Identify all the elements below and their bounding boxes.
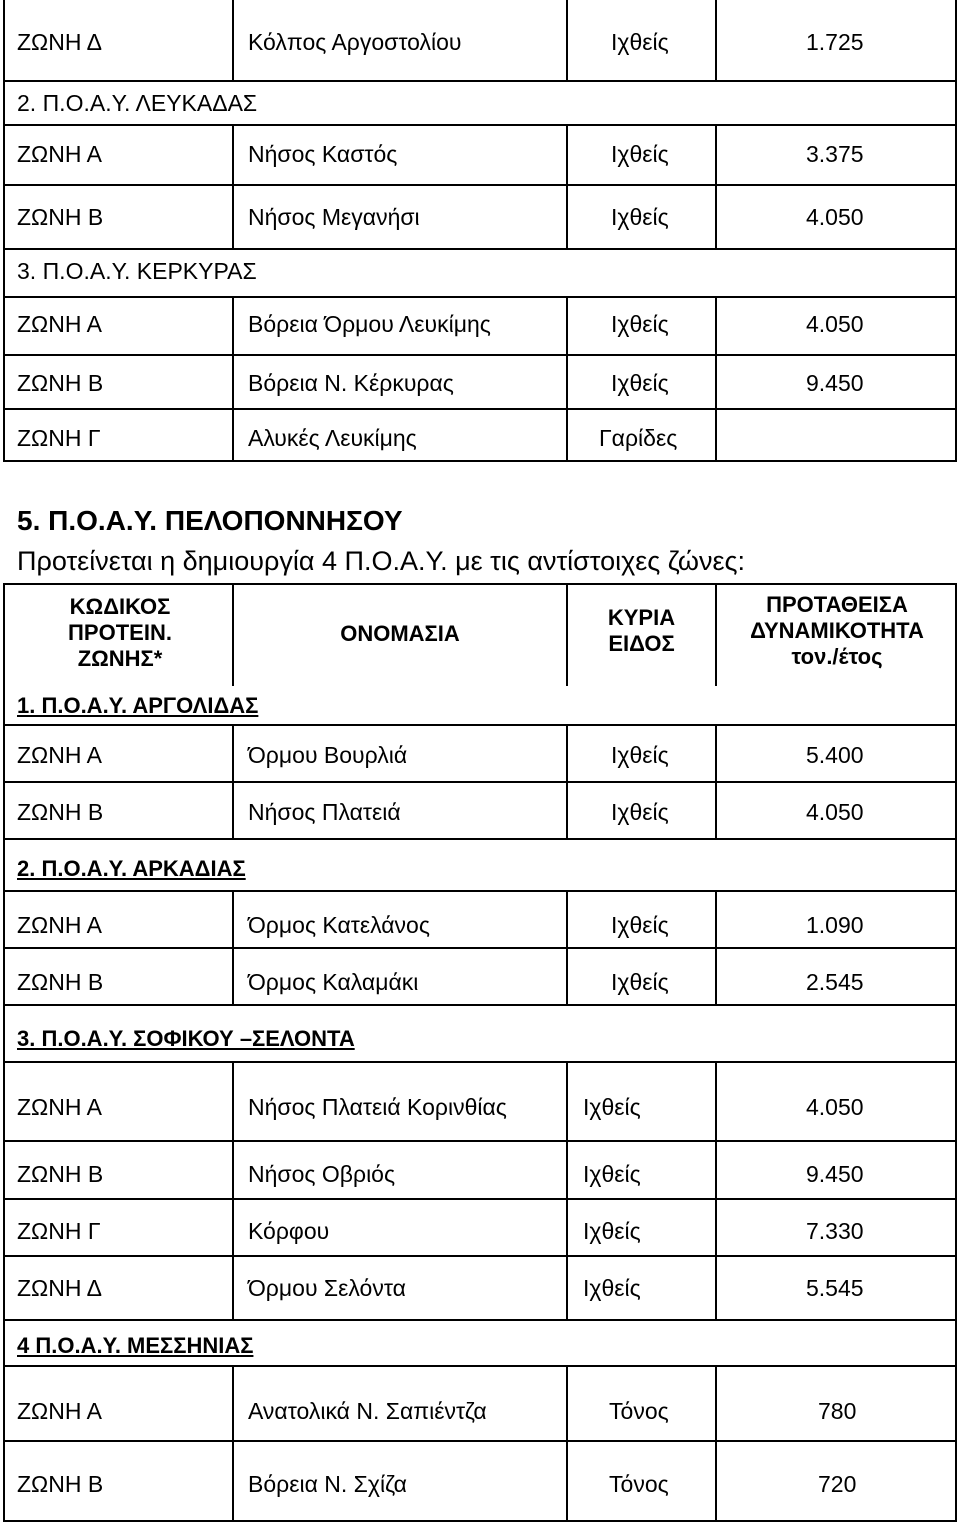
capacity-cell: 780 (818, 1398, 857, 1424)
capacity-cell: 7.330 (806, 1218, 864, 1244)
species-cell: Ιχθείς (611, 370, 669, 396)
col-divider (566, 124, 568, 248)
row-divider (3, 781, 957, 783)
header-code-line: ΠΡΟΤΕΙΝ. (68, 620, 172, 645)
species-cell: Ιχθείς (583, 1161, 641, 1187)
zone-cell: ΖΩΝΗ Δ (17, 29, 102, 55)
row-divider (3, 124, 957, 126)
col-divider (232, 1365, 234, 1522)
capacity-cell: 9.450 (806, 1161, 864, 1187)
zone-cell: ΖΩΝΗ Β (17, 204, 104, 230)
col-divider (715, 296, 717, 462)
name-cell: Βόρεια Ν. Κέρκυρας (248, 370, 454, 396)
name-cell: Όρμου Σελόντα (248, 1275, 406, 1301)
name-cell: Νήσος Πλατειά (248, 799, 401, 825)
col-divider (715, 0, 717, 80)
row-divider (3, 1061, 957, 1063)
zone-cell: ΖΩΝΗ Α (17, 912, 102, 938)
section-heading: 3. Π.Ο.Α.Υ. ΣΟΦΙΚΟΥ –ΣΕΛΟΝΤΑ (17, 1026, 355, 1051)
header-capacity-line: ΠΡΟΤΑΘΕΙΣΑ (766, 592, 908, 617)
species-cell: Ιχθείς (611, 742, 669, 768)
species-cell: Ιχθείς (611, 311, 669, 337)
section-5-intro: Προτείνεται η δημιουργία 4 Π.Ο.Α.Υ. με τις αντίστοιχες ζώνες: (17, 546, 746, 576)
row-divider (3, 838, 957, 840)
col-divider (232, 296, 234, 462)
section-heading: 1. Π.Ο.Α.Υ. ΑΡΓΟΛΙΔΑΣ (17, 693, 259, 718)
header-capacity (717, 592, 957, 670)
zone-cell: ΖΩΝΗ Β (17, 370, 104, 396)
col-divider (715, 1061, 717, 1319)
section-heading: 2. Π.Ο.Α.Υ. ΑΡΚΑΔΙΑΣ (17, 856, 246, 881)
row-divider (3, 1004, 957, 1006)
header-code (7, 594, 233, 672)
row-divider (3, 248, 957, 250)
species-cell: Ιχθείς (611, 29, 669, 55)
col-divider (232, 124, 234, 248)
capacity-cell: 4.050 (806, 1094, 864, 1120)
zone-cell: ΖΩΝΗ Α (17, 1398, 102, 1424)
row-divider (3, 1140, 957, 1142)
name-cell: Όρμου Βουρλιά (248, 742, 408, 768)
species-cell: Γαρίδες (599, 425, 678, 451)
capacity-cell: 2.545 (806, 969, 864, 995)
capacity-cell: 5.545 (806, 1275, 864, 1301)
zone-cell: ΖΩΝΗ Β (17, 1161, 104, 1187)
name-cell: Κόρφου (248, 1218, 330, 1244)
zone-cell: ΖΩΝΗ Β (17, 799, 104, 825)
name-cell: Νήσος Μεγανήσι (248, 204, 420, 230)
capacity-cell: 5.400 (806, 742, 864, 768)
species-cell: Τόνος (609, 1398, 669, 1424)
species-cell: Ιχθείς (611, 969, 669, 995)
header-species-line: ΚΥΡΙΑ (607, 605, 676, 630)
name-cell: Όρμος Κατελάνος (248, 912, 430, 938)
capacity-cell: 1.090 (806, 912, 864, 938)
header-code-line: ΖΩΝΗΣ* (77, 646, 163, 671)
col-divider (566, 0, 568, 80)
zone-cell: ΖΩΝΗ Δ (17, 1275, 102, 1301)
zone-cell: ΖΩΝΗ Β (17, 969, 104, 995)
zone-cell: ΖΩΝΗ Α (17, 742, 102, 768)
header-name: ΟΝΟΜΑΣΙΑ (340, 621, 460, 646)
row-divider (3, 354, 957, 356)
row-divider (3, 1365, 957, 1367)
species-cell: Ιχθείς (611, 141, 669, 167)
capacity-cell: 4.050 (806, 204, 864, 230)
species-cell: Τόνος (609, 1471, 669, 1497)
col-divider (566, 296, 568, 462)
name-cell: Νήσος Καστός (248, 141, 398, 167)
name-cell: Βόρεια Όρμου Λευκίμης (248, 311, 491, 337)
name-cell: Αλυκές Λευκίμης (248, 425, 417, 451)
capacity-cell: 720 (818, 1471, 857, 1497)
row-divider (3, 1319, 957, 1321)
zone-cell: ΖΩΝΗ Γ (17, 425, 101, 451)
species-cell: Ιχθείς (583, 1275, 641, 1301)
zone-cell: ΖΩΝΗ Α (17, 1094, 102, 1120)
section-5-heading: 5. Π.Ο.Α.Υ. ΠΕΛΟΠΟΝΝΗΣΟΥ (17, 505, 403, 536)
header-species-line: ΕΙΔΟΣ (608, 631, 675, 656)
zones-table (3, 583, 958, 1522)
row-divider (3, 80, 957, 82)
header-code-line: ΚΩΔΙΚΟΣ (69, 594, 171, 619)
col-divider (566, 1061, 568, 1319)
row-divider (3, 947, 957, 949)
col-divider (566, 1365, 568, 1522)
zone-cell: ΖΩΝΗ Γ (17, 1218, 101, 1244)
capacity-cell: 3.375 (806, 141, 864, 167)
col-divider (232, 0, 234, 80)
row-divider (3, 408, 957, 410)
row-divider (3, 184, 957, 186)
col-divider (715, 1365, 717, 1522)
species-cell: Ιχθείς (583, 1094, 641, 1120)
capacity-cell: 1.725 (806, 29, 864, 55)
row-divider (3, 1255, 957, 1257)
capacity-cell: 9.450 (806, 370, 864, 396)
row-divider (3, 890, 957, 892)
name-cell: Όρμος Καλαμάκι (248, 969, 419, 995)
zone-cell: ΖΩΝΗ Α (17, 311, 102, 337)
species-cell: Ιχθείς (611, 799, 669, 825)
species-cell: Ιχθείς (611, 912, 669, 938)
row-divider (3, 1198, 957, 1200)
name-cell: Νήσος Πλατειά Κορινθίας (248, 1094, 507, 1120)
section-heading: 4 Π.Ο.Α.Υ. ΜΕΣΣΗΝΙΑΣ (17, 1333, 254, 1358)
row-divider (3, 296, 957, 298)
capacity-cell: 4.050 (806, 799, 864, 825)
row-divider (3, 1440, 957, 1442)
col-divider (232, 1061, 234, 1319)
zone-cell: ΖΩΝΗ Α (17, 141, 102, 167)
header-species (568, 605, 715, 657)
name-cell: Κόλπος Αργοστολίου (248, 29, 462, 55)
name-cell: Βόρεια Ν. Σχίζα (248, 1471, 407, 1497)
species-cell: Ιχθείς (611, 204, 669, 230)
capacity-cell: 4.050 (806, 311, 864, 337)
section-heading: 3. Π.Ο.Α.Υ. ΚΕΡΚΥΡΑΣ (17, 258, 257, 284)
species-cell: Ιχθείς (583, 1218, 641, 1244)
zone-cell: ΖΩΝΗ Β (17, 1471, 104, 1497)
section-heading: 2. Π.Ο.Α.Υ. ΛΕΥΚΑΔΑΣ (17, 90, 258, 116)
header-capacity-line: τον./έτος (791, 644, 883, 669)
name-cell: Ανατολικά Ν. Σαπιέντζα (248, 1398, 487, 1424)
name-cell: Νήσος Οβριός (248, 1161, 396, 1187)
row-divider (3, 724, 957, 726)
col-divider (715, 124, 717, 248)
header-capacity-line: ΔΥΝΑΜΙΚΟΤΗΤΑ (750, 618, 924, 643)
